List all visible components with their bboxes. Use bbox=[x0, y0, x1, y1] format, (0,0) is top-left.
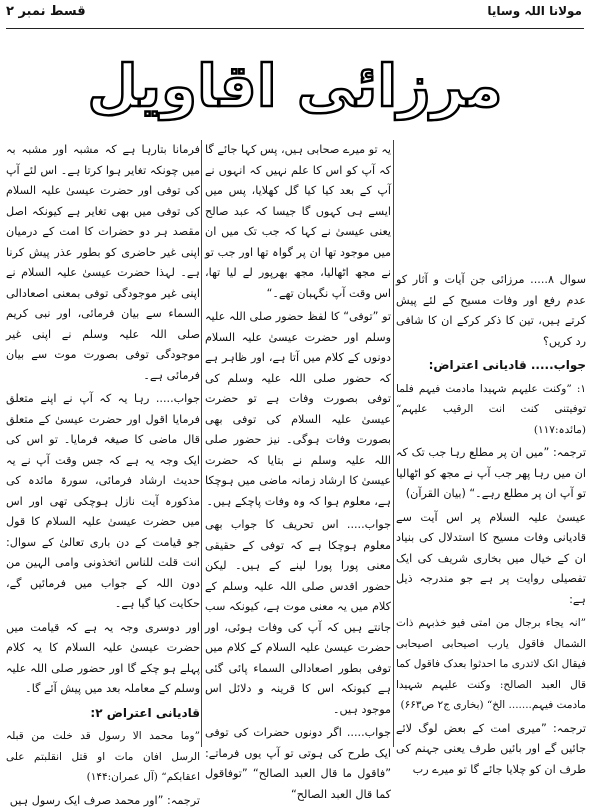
paragraph: اور دوسری وجہ یہ ہے کہ قیامت میں حضرت عیسیٰ علیہ السلام کا یہ کلام پہلے ہو چکے گا اور حضور صلی اللہ علیہ وسلم کے معاملہ بعد میں پیش آئے گا۔ bbox=[6, 618, 200, 700]
column-divider bbox=[393, 140, 394, 747]
paragraph: فرمانا بتارہا ہے کہ مشبہ اور مشبہ بہ میں چونکہ تغایر ہوا کرتا ہے۔ اس لئے آپ کی توفی اور حضرت عیسیٰ علیہ السلام کی توفی میں بھی تغایر ہے کیونکہ اصل مقصد ہر دو حضرات کا امت کے درمیان اپنی غیر حاضری کو بطور عذر پیش کرنا ہے۔ لہذا حضرت عیسیٰ علیہ السلام نے اپنی غیر موجودگی توفی بمعنی اصعادالی السماء سے بیان فرمائی، اور نبی کریم صلی اللہ علیہ وسلم نے اپنی غیر موجودگی توفی بصورت موت سے بیان فرمائی ہے۔ bbox=[6, 140, 200, 386]
paragraph: جواب..... رہا یہ کہ آپ نے اپنے متعلق فرمایا اقول اور حضرت عیسیٰ کے متعلق قال ماضی کا صیغہ فرمایا۔ تو اس کی ایک وجہ یہ ہے کہ جس وقت آپ نے یہ حدیث ارشاد فرمائی، سورۃ مائدہ کی مذکورہ آیت نازل ہوچکی تھی اور اس میں حضرت عیسیٰ علیہ السلام کا قول جو قیامت کے دن باری تعالیٰ کے سوال: انت قلت للناس اتخذونی وامی الہین من دون اللہ کے جواب میں فرمائیں گے، حکایت کیا گیا ہے۔ bbox=[6, 389, 200, 615]
article-title-graphic bbox=[130, 40, 460, 128]
paragraph: تو ”توفی“ کا لفظ حضور صلی اللہ علیہ وسلم اور حضرت عیسیٰ علیہ السلام دونوں کے کلام میں آتا ہے، اور ظاہر ہے کہ حضور صلی اللہ علیہ وسلم کی توفی بصورت وفات ہے تو حضرت عیسیٰ علیہ السلام کی توفی بھی بصورت وفات ہوگی۔ نیز حضور صلی اللہ علیہ وسلم نے بتایا کہ حضرت عیسیٰ کا ارشاد زمانہ ماضی میں ہوچکا ہے، معلوم ہوا کہ وہ وفات پاچکے ہیں۔ bbox=[205, 307, 391, 512]
header-rule bbox=[6, 28, 584, 29]
paragraph: جواب..... اگر دونوں حضرات کی توفی ایک طرح کی ہوتی تو آپ یوں فرماتے: ”فاقول ما قال العبد الصالح“ ”توفاقول کما قال العبد الصالح“ bbox=[205, 723, 391, 805]
paragraph: عیسیٰ علیہ السلام پر اس آیت سے قادیانی وفات مسیح کا استدلال کی بنیاد ان کے خیال میں بخاری شریف کی ایک تفصیلی روایت پر ہے جو مندرجہ ذیل ہے: bbox=[396, 508, 586, 611]
arabic-quote: ۱: ”وکنت علیہم شہیدا مادمت فیہم فلما توفیتنی کنت انت الرقیب علیہم“ (مائدہ:۱۱۷) bbox=[396, 379, 586, 441]
arabic-quote: ”انہ یجاء برجال من امتی فیو خذبہم ذات الشمال فاقول یارب اصیحابی اصیحابی فیقال انک لاتدری ما احدثوا بعدک فاقول کما قال العبد الصالح: وکنت علیہم شہیدا مادمت فیہم....... الخ“ (بخاری ج۲ ص۶۶۳) bbox=[396, 613, 586, 716]
section-heading: جواب..... قادیانی اعتراض: bbox=[396, 355, 586, 376]
article-title-text: مرزائی اقاویل bbox=[87, 52, 502, 121]
arabic-quote: ”وما محمد الا رسول قد خلت من قبلہ الرسل افان مات او قتل انقلبتم علی اعقابکم“ (آل عمران:۱۴۴) bbox=[6, 726, 200, 788]
column-middle bbox=[205, 140, 391, 747]
paragraph: ترجمہ: ”اور محمد صرف ایک رسول ہیں bbox=[6, 791, 200, 811]
article-title bbox=[130, 40, 460, 128]
paragraph: یہ تو میرے صحابی ہیں، پس کہا جائے گا کہ آپ کو اس کا علم نہیں کہ انہوں نے آپ کے بعد کیا کیا گل کھلایا، پس میں ایسے ہی کہوں گا جیسا کہ عبد صالح یعنی عیسیٰ نے کہا کہ جب تک میں ان میں موجود تھا ان پر گواہ تھا اور جب تو نے مجھ اٹھالیا، مجھ بھرپور لے لیا تھا، اس وقت آپ نگہبان تھے۔“ bbox=[205, 140, 391, 304]
paragraph: ترجمہ: ”میں ان پر مطلع رہا جب تک کہ ان میں رہا پھر جب آپ نے مجھ کو اٹھالیا تو آپ ان پر مطلع رہے۔“ (بیان القرآن) bbox=[396, 443, 586, 505]
paragraph: ترجمہ: ”میری امت کے بعض لوگ لائے جائیں گے اور بائیں طرف یعنی جہنم کی طرف ان کو چلایا جائے گا تو میرے رب bbox=[396, 719, 586, 781]
paragraph: سوال ۸..... مرزائی جن آیات و آثار کو عدم رفع اور وفات مسیح کے لئے پیش کرتے ہیں، تین کا ذکر کرکے ان کا شافی رد کریں؟ bbox=[396, 270, 586, 352]
column-left bbox=[6, 140, 200, 747]
issue-label: قسط نمبر ۲ bbox=[6, 4, 86, 19]
paragraph: جواب..... اس تحریف کا جواب بھی معلوم ہوچکا ہے کہ توفی کے حقیقی معنی پورا پورا لینے کے ہیں۔ لیکن حضور اقدس صلی اللہ علیہ وسلم کے کلام میں یہ معنی موت ہے، کیونکہ سب جانتے ہیں کہ آپ کی وفات ہوئی، اور حضرت عیسیٰ علیہ السلام کے کلام میں توفی بطور اصعادالی السماء پائی گئی ہے کیونکہ اس کا قرینہ و دلائل اس موجود ہیں۔ bbox=[205, 515, 391, 720]
section-heading: قادیانی اعتراض ۲: bbox=[6, 703, 200, 724]
column-divider bbox=[201, 140, 202, 747]
column-right bbox=[396, 270, 586, 747]
page-header bbox=[0, 0, 590, 36]
author-name: مولانا اللہ وسایا bbox=[487, 4, 582, 18]
